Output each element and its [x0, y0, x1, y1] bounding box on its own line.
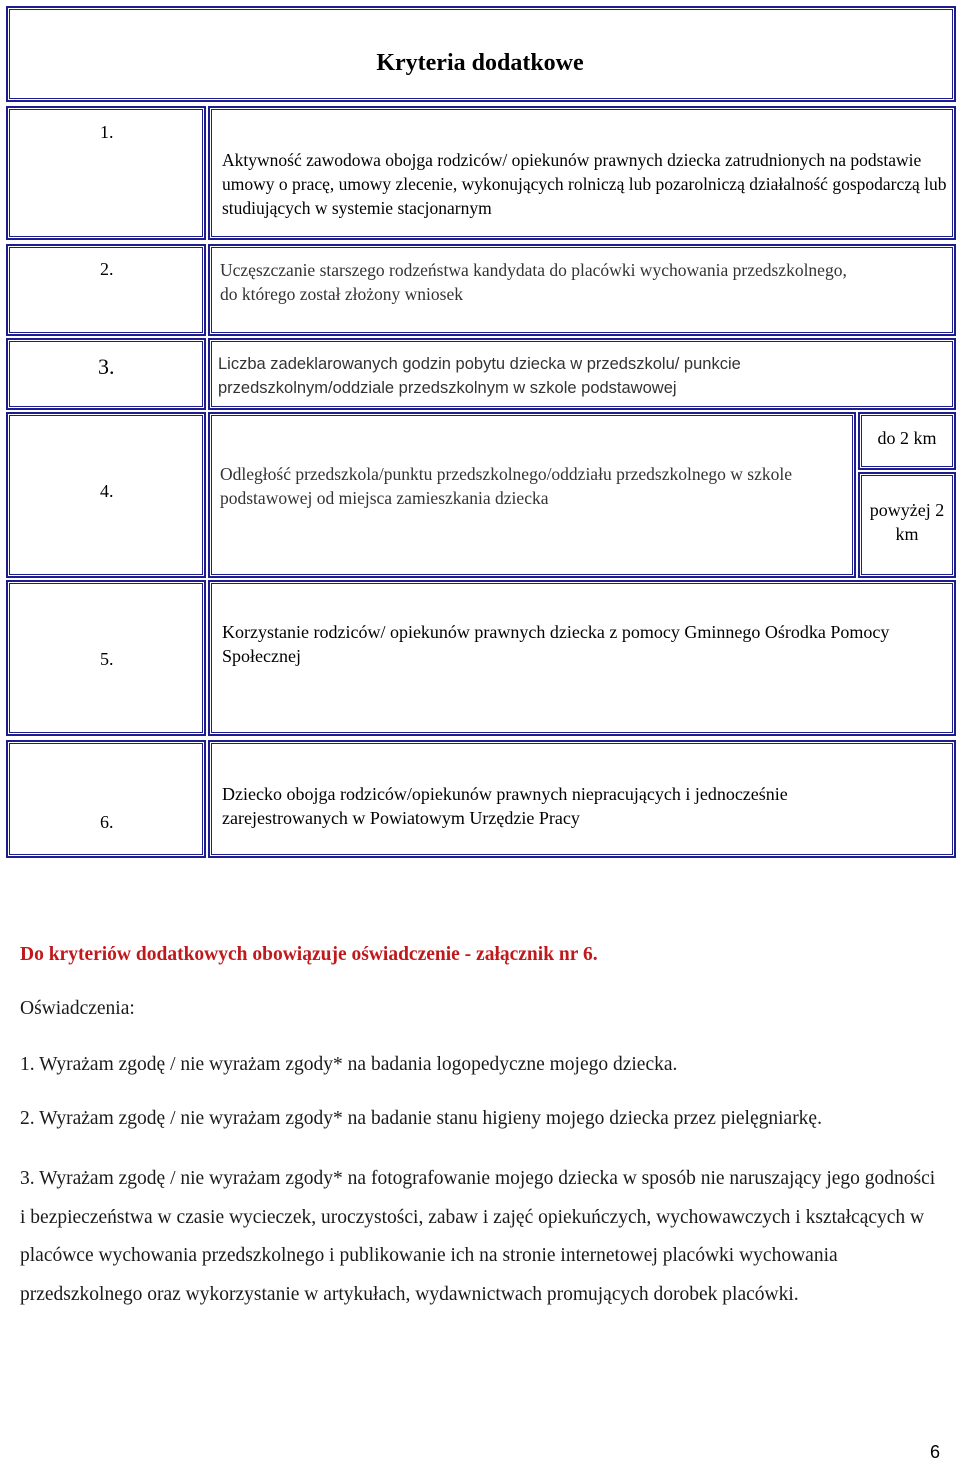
statement-2: 2. Wyrażam zgodę / nie wyrażam zgody* na badanie stanu higieny mojego dziecka przez pielęgniarkę.	[20, 1108, 822, 1129]
criterion-3-number: 3.	[98, 354, 115, 379]
criterion-5-number: 5.	[100, 649, 114, 669]
attachment-note: Do kryteriów dodatkowych obowiązuje oświadczenie - załącznik nr 6.	[20, 944, 598, 965]
criterion-4-number: 4.	[100, 481, 114, 501]
criterion-1-text: Aktywność zawodowa obojga rodziców/ opiekunów prawnych dziecka zatrudnionych na podstawie umowy o pracę, umowy zlecenie, wykonujących rolniczą lub pozarolniczą działalność gospodarczą lub studiujących w systemie stacjonarnym	[222, 150, 947, 218]
statements-title: Oświadczenia:	[20, 998, 135, 1019]
criterion-2-text: Uczęszczanie starszego rodzeństwa kandydata do placówki wychowania przedszkolnego, do którego został złożony wniosek	[220, 260, 847, 304]
criterion-2-number-cell	[6, 244, 206, 336]
criterion-4-text: Odległość przedszkola/punktu przedszkolnego/oddziału przedszkolnego w szkole podstawowej od miejsca zamieszkania dziecka	[220, 464, 792, 508]
distance-option-up-to-2km: do 2 km	[877, 428, 937, 448]
criterion-6-text: Dziecko obojga rodziców/opiekunów prawnych niepracujących i jednocześnie zarejestrowanych w Powiatowym Urzędzie Pracy	[222, 784, 788, 828]
criterion-5-text: Korzystanie rodziców/ opiekunów prawnych dziecka z pomocy Gminnego Ośrodka Pomocy Społecznej	[222, 622, 890, 666]
criterion-2-number: 2.	[100, 259, 114, 279]
criterion-6-number-cell	[6, 740, 206, 858]
page-number: 6	[929, 1442, 940, 1462]
criterion-3-text: Liczba zadeklarowanych godzin pobytu dziecka w przedszkolu/ punkcie przedszkolnym/oddziale przedszkolnym w szkole podstawowej	[218, 355, 741, 397]
distance-option-over-2km: powyżej 2 km	[869, 500, 945, 544]
criterion-6-number: 6.	[100, 812, 114, 832]
statement-3: 3. Wyrażam zgodę / nie wyrażam zgody* na fotografowanie mojego dziecka w sposób nie naruszający jego godności i bezpieczeństwa w czasie wycieczek, uroczystości, zabaw i zajęć opiekuńczych, wychowawczych i kształcących w placówce wychowania przedszkolnego i publikowanie ich na stronie internetowej placówki wychowania przedszkolnego oraz wykorzystanie w artykułach, wydawnictwach promujących dorobek placówki.	[20, 1168, 936, 1305]
criterion-1-number: 1.	[100, 122, 114, 142]
statement-1: 1. Wyrażam zgodę / nie wyrażam zgody* na badania logopedyczne mojego dziecka.	[20, 1054, 678, 1075]
page-title: Kryteria dodatkowe	[376, 50, 584, 76]
